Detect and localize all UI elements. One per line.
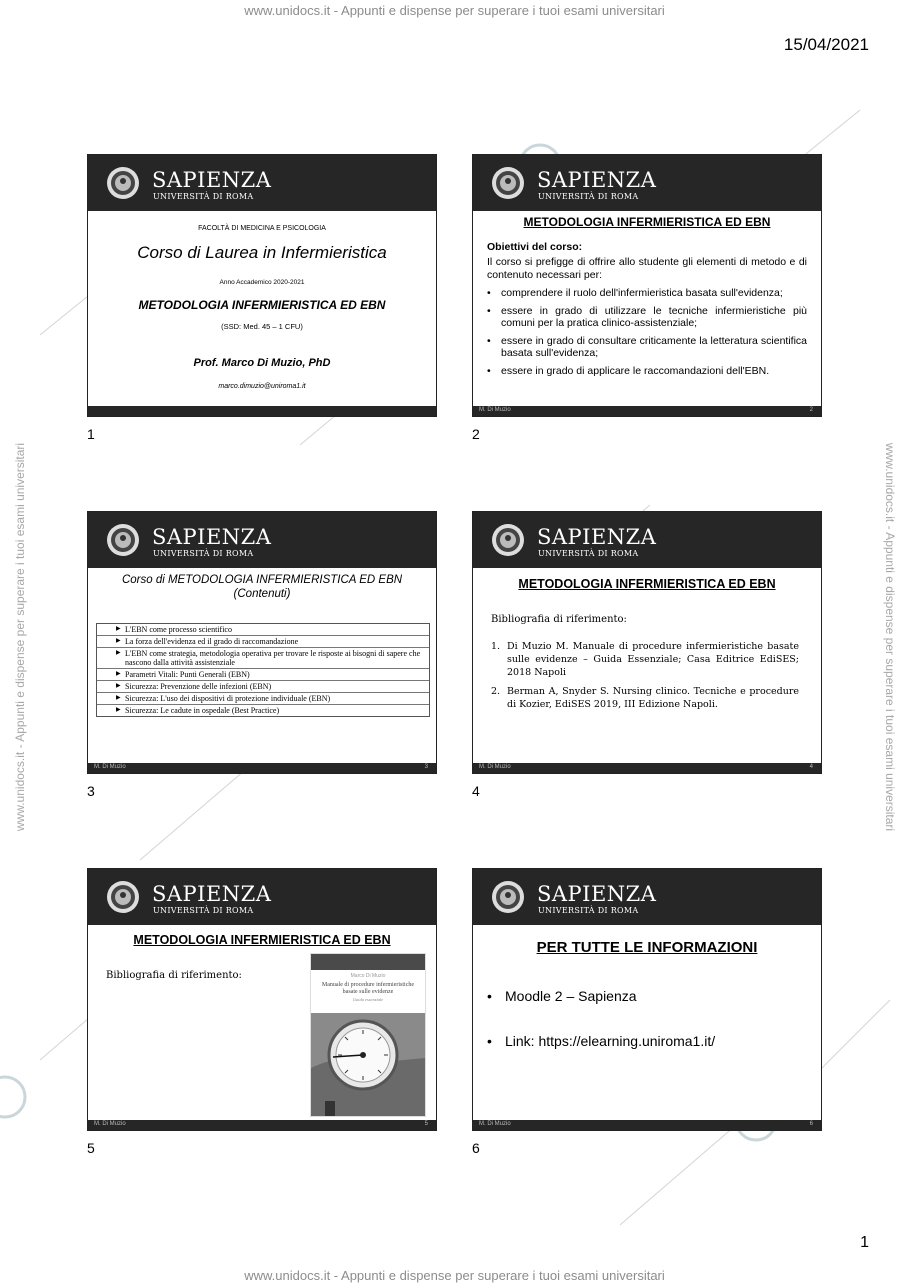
footer-author: M. Di Muzio (479, 407, 511, 413)
book-author: Marco Di Muzio (350, 973, 386, 979)
sapienza-logo-text: SAPIENZA (152, 525, 272, 549)
footer-author: M. Di Muzio (94, 764, 126, 770)
slide-1-number: 1 (87, 426, 95, 442)
table-row: ▶ La forza dell'evidenza ed il grado di raccomandazione (97, 636, 429, 648)
footer-number: 3 (424, 764, 428, 770)
course-name: Corso di Laurea in Infermieristica (137, 243, 387, 262)
sapienza-seal-icon (106, 523, 140, 557)
slide-body (473, 568, 821, 763)
slide-footer (473, 763, 821, 773)
slide-footer (473, 406, 821, 416)
blood-pressure-gauge-icon (311, 1013, 425, 1116)
slide-header (473, 155, 821, 211)
footer-author: M. Di Muzio (479, 764, 511, 770)
page-number: 1 (860, 1234, 869, 1251)
sapienza-logo-subtext: UNIVERSITÀ DI ROMA (153, 192, 254, 201)
table-row: ▶ Parametri Vitali: Punti Generali (EBN) (97, 669, 429, 681)
watermark-left: www.unidocs.it - Appunti e dispense per superare i tuoi esami universitari (13, 442, 27, 832)
book-title: Manuale di procedure infermieristiche basate sulle evidenze Guida essenziale (321, 982, 415, 1002)
slide-body (473, 211, 821, 406)
slide-title: METODOLOGIA INFERMIERISTICA ED EBN (138, 298, 386, 312)
sapienza-logo-text: SAPIENZA (537, 525, 657, 549)
slide-footer (88, 763, 436, 773)
list-item: • essere in grado di applicare le raccomandazioni dell'EBN. (487, 365, 770, 377)
objectives-list (487, 287, 807, 383)
faculty-name: FACOLTÀ DI MEDICINA E PSICOLOGIA (198, 225, 326, 232)
slide-footer (88, 1120, 436, 1130)
list-item: • comprendere il ruolo dell'infermieristica basata sull'evidenza; (487, 287, 783, 299)
list-item: • essere in grado di consultare criticamente la letteratura scientifica basata sull'evidenza; (487, 335, 807, 359)
objectives-intro: Il corso si prefigge di offrire allo studente gli elementi di metodo e di contenuto necessari per: (487, 256, 807, 281)
sapienza-seal-icon (491, 166, 525, 200)
document-date: 15/04/2021 (783, 35, 869, 54)
info-item-link: • Link: https://elearning.uniroma1.it/ (487, 1033, 716, 1049)
slide-6-number: 6 (472, 1140, 480, 1156)
slide-4-number: 4 (472, 783, 480, 799)
slide-title: METODOLOGIA INFERMIERISTICA ED EBN (523, 215, 771, 229)
bibliography-list (491, 640, 799, 717)
watermark-top: www.unidocs.it - Appunti e dispense per superare i tuoi esami universitari (244, 3, 665, 18)
slide-footer (473, 1120, 821, 1130)
slide-header (473, 512, 821, 568)
sapienza-seal-icon (106, 880, 140, 914)
footer-number: 4 (809, 764, 813, 770)
footer-number: 5 (424, 1121, 428, 1127)
slide-body (88, 568, 436, 763)
slide-body (88, 925, 436, 1120)
footer-number: 6 (809, 1121, 813, 1127)
sapienza-logo-subtext: UNIVERSITÀ DI ROMA (153, 906, 254, 915)
book-cover (310, 953, 426, 1117)
slide-6 (472, 868, 822, 1131)
slide-3 (87, 511, 437, 774)
slide-title: METODOLOGIA INFERMIERISTICA ED EBN (133, 933, 391, 947)
objectives-label: Obiettivi del corso: (487, 241, 583, 253)
slide-5-number: 5 (87, 1140, 95, 1156)
bibliography-label: Bibliografia di riferimento: (491, 614, 627, 625)
footer-number: 2 (809, 407, 813, 413)
slide-3-number: 3 (87, 783, 95, 799)
info-item-moodle: • Moodle 2 – Sapienza (487, 988, 637, 1004)
slide-header (88, 155, 436, 211)
sapienza-logo-text: SAPIENZA (537, 882, 657, 906)
ssd-info: (SSD: Med. 45 – 1 CFU) (221, 322, 303, 331)
contents-table (96, 623, 430, 717)
list-item: 1. Di Muzio M. Manuale di procedure infermieristiche basate sulle evidenze – Guida Essenziale; Casa Editrice EdiSES; 2018 Napoli (491, 641, 799, 678)
slide-title: METODOLOGIA INFERMIERISTICA ED EBN (518, 577, 776, 591)
sapienza-logo-subtext: UNIVERSITÀ DI ROMA (153, 549, 254, 558)
table-row: ▶ Sicurezza: Prevenzione delle infezioni (EBN) (97, 681, 429, 693)
slide-body (88, 211, 436, 406)
watermark-right: www.unidocs.it - Appunti e dispense per superare i tuoi esami universitari (883, 442, 897, 832)
sapienza-logo-subtext: UNIVERSITÀ DI ROMA (538, 192, 639, 201)
book-cover-band (311, 954, 425, 970)
sapienza-seal-icon (491, 880, 525, 914)
slide-header (88, 512, 436, 568)
slide-5 (87, 868, 437, 1131)
academic-year: Anno Accademico 2020-2021 (219, 279, 305, 286)
professor-name: Prof. Marco Di Muzio, PhD (193, 357, 331, 369)
list-item: • essere in grado di utilizzare le tecniche infermieristiche più comuni per la pratica clinico-assistenziale; (487, 305, 807, 329)
slide-4 (472, 511, 822, 774)
slide-footer (88, 406, 436, 416)
sapienza-logo-text: SAPIENZA (152, 882, 272, 906)
sapienza-seal-icon (491, 523, 525, 557)
sapienza-seal-icon (106, 166, 140, 200)
sapienza-logo-text: SAPIENZA (537, 168, 657, 192)
watermark-bottom: www.unidocs.it - Appunti e dispense per superare i tuoi esami universitari (244, 1268, 665, 1283)
table-row: ▶ Sicurezza: L'uso dei dispositivi di protezione individuale (EBN) (97, 693, 429, 705)
sapienza-logo-text: SAPIENZA (152, 168, 272, 192)
slide-1 (87, 154, 437, 417)
bibliography-label: Bibliografia di riferimento: (106, 970, 242, 981)
slide-body (473, 925, 821, 1120)
slide-header (473, 869, 821, 925)
slide-header (88, 869, 436, 925)
slide-title: PER TUTTE LE INFORMAZIONI (536, 939, 758, 956)
slide-2 (472, 154, 822, 417)
slide-title: Corso di METODOLOGIA INFERMIERISTICA ED EBN (Contenuti) (121, 574, 403, 600)
table-row: ▶ L'EBN come strategia, metodologia operativa per trovare le risposte ai bisogni di sapere che nascono dalla attività assistenziale (97, 648, 429, 669)
professor-email: marco.dimuzio@uniroma1.it (218, 383, 306, 390)
footer-author: M. Di Muzio (94, 1121, 126, 1127)
table-row: ▶ Sicurezza: Le cadute in ospedale (Best Practice) (116, 706, 280, 715)
table-row: ▶ L'EBN come processo scientifico (97, 624, 429, 636)
sapienza-logo-subtext: UNIVERSITÀ DI ROMA (538, 906, 639, 915)
list-item: 2. Berman A, Snyder S. Nursing clinico. Tecniche e procedure di Kozier, EdiSES 2019, III Edizione Napoli. (491, 686, 799, 710)
sapienza-logo-subtext: UNIVERSITÀ DI ROMA (538, 549, 639, 558)
slide-2-number: 2 (472, 426, 480, 442)
footer-author: M. Di Muzio (479, 1121, 511, 1127)
